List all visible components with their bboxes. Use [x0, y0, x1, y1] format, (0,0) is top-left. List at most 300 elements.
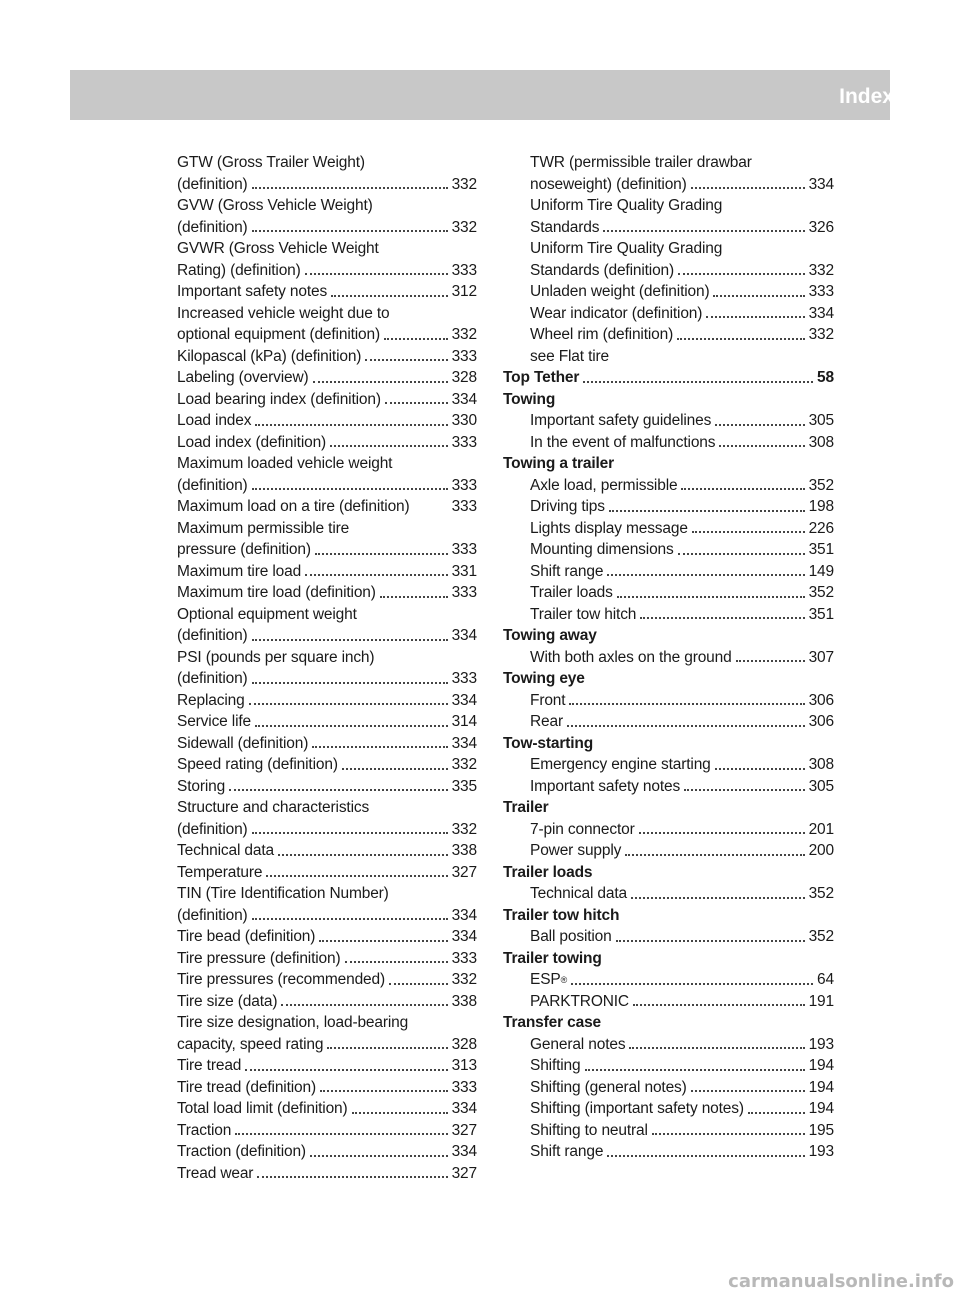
- page-reference[interactable]: 352: [808, 928, 834, 945]
- entry-text: (definition): [177, 627, 248, 644]
- entry-text: Optional equipment weight: [177, 605, 357, 623]
- index-entry: [503, 346, 834, 368]
- page-reference[interactable]: 333: [451, 670, 477, 687]
- entry-text: see Flat tire: [530, 347, 610, 365]
- page-reference[interactable]: 334: [808, 175, 834, 193]
- entry-text: (definition): [177, 175, 248, 193]
- page-reference[interactable]: 194: [808, 1100, 834, 1117]
- entry-text: Rating) (definition): [177, 261, 301, 279]
- entry-text: Tire tread: [177, 1057, 242, 1074]
- page-reference[interactable]: 351: [808, 541, 834, 558]
- page-reference[interactable]: 333: [451, 949, 477, 967]
- page-reference[interactable]: 226: [808, 519, 834, 537]
- page-reference[interactable]: 333: [451, 584, 477, 601]
- entry-text: Unladen weight (definition): [530, 283, 710, 300]
- page-reference[interactable]: 328: [451, 1035, 477, 1053]
- page-reference[interactable]: 308: [808, 433, 834, 451]
- index-entry: [503, 1055, 834, 1077]
- page-reference[interactable]: 194: [808, 1078, 834, 1096]
- page-reference[interactable]: 334: [451, 390, 477, 408]
- entry-text: (definition): [177, 218, 248, 236]
- page-reference[interactable]: 333: [451, 347, 477, 365]
- dot-leader: [715, 768, 805, 770]
- index-entry: [503, 281, 834, 303]
- page-reference[interactable]: 327: [451, 1121, 477, 1139]
- index-entry: [177, 840, 477, 862]
- dot-leader: [639, 832, 805, 834]
- entry-text: capacity, speed rating: [177, 1035, 324, 1053]
- dot-leader: [365, 359, 447, 361]
- dot-leader: [278, 854, 448, 856]
- page-reference[interactable]: 334: [451, 906, 477, 924]
- dot-leader: [678, 553, 805, 555]
- dot-leader: [569, 703, 804, 705]
- entry-text: Top Tether: [503, 369, 580, 386]
- entry-text: optional equipment (definition): [177, 326, 381, 343]
- entry-text: 7-pin connector: [530, 820, 635, 838]
- entry-text: Trailer loads: [530, 584, 613, 601]
- entry-text: Trailer: [503, 799, 549, 816]
- index-entry: [177, 324, 477, 346]
- index-entry: [177, 518, 477, 540]
- dot-leader: [252, 832, 448, 834]
- page-reference[interactable]: 352: [808, 476, 834, 494]
- dot-leader: [384, 338, 448, 340]
- entry-text: Shifting (general notes): [530, 1078, 687, 1096]
- entry-text: Uniform Tire Quality Grading: [530, 240, 723, 257]
- dot-leader: [252, 230, 448, 232]
- page-reference[interactable]: 193: [808, 1143, 834, 1160]
- index-entry: [177, 1163, 477, 1185]
- page-reference[interactable]: 326: [808, 218, 834, 236]
- index-entry: [503, 496, 834, 518]
- index-entry: [503, 840, 834, 862]
- dot-leader: [281, 1004, 447, 1006]
- dot-leader: [252, 639, 448, 641]
- index-entry: [177, 668, 477, 690]
- entry-text: Tire size (data): [177, 992, 278, 1010]
- index-entry: [503, 539, 834, 561]
- dot-leader: [684, 789, 805, 791]
- page-reference[interactable]: 338: [451, 992, 477, 1010]
- dot-leader: [736, 660, 805, 662]
- dot-leader: [616, 940, 805, 942]
- entry-text: Rear: [530, 713, 563, 730]
- dot-leader: [677, 338, 804, 340]
- index-entry: [177, 625, 477, 647]
- index-entry: [503, 152, 834, 174]
- page-reference[interactable]: 328: [451, 369, 477, 386]
- page-reference[interactable]: 332: [451, 326, 477, 343]
- page-reference[interactable]: 149: [808, 562, 834, 580]
- index-entry: [503, 647, 834, 669]
- page-reference[interactable]: 305: [808, 777, 834, 795]
- entry-text: Important safety notes: [530, 777, 681, 795]
- index-entry: [177, 539, 477, 561]
- page-reference[interactable]: 333: [451, 261, 477, 279]
- entry-text: Transfer case: [503, 1014, 602, 1031]
- entry-text: Maximum loaded vehicle weight: [177, 455, 393, 472]
- entry-text: Shifting to neutral: [530, 1121, 648, 1139]
- index-entry: [177, 1141, 477, 1163]
- page-reference[interactable]: 312: [451, 283, 477, 300]
- dot-leader: [607, 1155, 804, 1157]
- index-heading: [503, 453, 834, 475]
- entry-text: Load bearing index (definition): [177, 390, 381, 408]
- page-reference[interactable]: 332: [451, 756, 477, 773]
- dot-leader: [585, 1069, 805, 1071]
- index-entry: [503, 174, 834, 196]
- dot-leader: [245, 1069, 447, 1071]
- page-header-bar: [70, 70, 943, 120]
- entry-text: Traction: [177, 1121, 232, 1139]
- dot-leader: [719, 445, 804, 447]
- entry-text: TWR (permissible trailer drawbar: [530, 154, 752, 171]
- dot-leader: [352, 1112, 448, 1114]
- index-heading: [503, 367, 834, 389]
- index-heading: [503, 797, 834, 819]
- page-number: 17: [922, 87, 943, 107]
- page-reference[interactable]: 352: [808, 584, 834, 601]
- page-reference[interactable]: 334: [808, 304, 834, 322]
- dot-leader: [607, 574, 804, 576]
- entry-text: Axle load, permissible: [530, 476, 678, 494]
- entry-text: Temperature: [177, 863, 263, 881]
- dot-leader: [252, 918, 448, 920]
- page-reference[interactable]: 200: [808, 842, 834, 859]
- index-heading: [503, 862, 834, 884]
- index-entry: [503, 819, 834, 841]
- entry-text: Tow-starting: [503, 734, 594, 752]
- entry-text: ESP: [530, 971, 561, 988]
- entry-text: Load index: [177, 412, 252, 429]
- index-entry: [503, 604, 834, 626]
- index-entry: ESP ® 64: [503, 969, 834, 991]
- entry-text: (definition): [177, 670, 248, 687]
- dot-leader: [713, 295, 804, 297]
- page-reference[interactable]: 64: [817, 971, 834, 988]
- dot-leader: [252, 488, 448, 490]
- entry-text: Mounting dimensions: [530, 541, 674, 558]
- entry-text: Labeling (overview): [177, 369, 309, 386]
- page-reference[interactable]: 334: [451, 928, 477, 945]
- index-entry: [177, 432, 477, 454]
- entry-text: PSI (pounds per square inch): [177, 648, 375, 666]
- index-entry: [177, 367, 477, 389]
- page-reference[interactable]: 332: [451, 218, 477, 236]
- index-entry: [177, 862, 477, 884]
- entry-text: Front: [530, 691, 566, 709]
- index-entry: [177, 1055, 477, 1077]
- dot-leader: [255, 725, 448, 727]
- index-entry: [177, 346, 477, 368]
- index-entry: [177, 754, 477, 776]
- entry-text: Tire pressure (definition): [177, 949, 341, 967]
- entry-text: (definition): [177, 476, 248, 494]
- entry-text: Towing: [503, 390, 556, 408]
- dot-leader: [255, 424, 447, 426]
- dot-leader: [389, 983, 448, 985]
- dot-leader: [691, 1090, 805, 1092]
- index-entry: [177, 647, 477, 669]
- page-reference[interactable]: 330: [451, 412, 477, 429]
- page-reference[interactable]: 195: [808, 1121, 834, 1139]
- page-reference[interactable]: 201: [808, 820, 834, 838]
- dot-leader: [706, 316, 804, 318]
- dot-leader: [629, 1047, 804, 1049]
- dot-leader: [249, 703, 448, 705]
- page-reference[interactable]: 193: [808, 1035, 834, 1053]
- index-entry: [503, 1120, 834, 1142]
- entry-text: Wheel rim (definition): [530, 326, 674, 343]
- dot-leader: [327, 1047, 447, 1049]
- index-entry: [503, 690, 834, 712]
- dot-leader: [319, 940, 447, 942]
- entry-text: Trailer tow hitch: [503, 906, 620, 924]
- entry-text: Kilopascal (kPa) (definition): [177, 347, 362, 365]
- page-reference[interactable]: 327: [451, 1164, 477, 1182]
- page-reference[interactable]: 332: [808, 326, 834, 343]
- entry-text: Towing a trailer: [503, 455, 614, 472]
- index-entry: [177, 1098, 477, 1120]
- dot-leader: [609, 510, 805, 512]
- page-reference[interactable]: 333: [451, 1078, 477, 1096]
- dot-leader: [567, 725, 805, 727]
- entry-text: pressure (definition): [177, 541, 311, 558]
- index-entry: [177, 797, 477, 819]
- page-reference[interactable]: 327: [451, 863, 477, 881]
- page-reference[interactable]: 308: [808, 756, 834, 773]
- dot-leader: [640, 617, 804, 619]
- index-entry: [177, 604, 477, 626]
- page-reference[interactable]: 194: [808, 1057, 834, 1074]
- entry-text: With both axles on the ground: [530, 648, 732, 666]
- page-reference[interactable]: 352: [808, 885, 834, 902]
- index-entry: [177, 389, 477, 411]
- entry-text: Shifting (important safety notes): [530, 1100, 744, 1117]
- dot-leader: [631, 897, 805, 899]
- index-entry: [177, 711, 477, 733]
- index-entry: [177, 217, 477, 239]
- page-reference[interactable]: 306: [808, 713, 834, 730]
- entry-text: Lights display message: [530, 519, 688, 537]
- page-reference[interactable]: 333: [451, 476, 477, 494]
- index-entry: [177, 1077, 477, 1099]
- page-reference[interactable]: 332: [451, 971, 477, 988]
- entry-text: Technical data: [177, 842, 274, 859]
- dot-leader: [617, 596, 805, 598]
- entry-text: Maximum tire load (definition): [177, 584, 376, 601]
- dot-leader: [305, 574, 448, 576]
- page-reference[interactable]: 331: [451, 562, 477, 580]
- entry-text: GVWR (Gross Vehicle Weight: [177, 240, 379, 257]
- dot-leader: [571, 983, 813, 985]
- index-entry: [503, 1141, 834, 1163]
- watermark: carmanualsonline.info: [728, 1271, 954, 1292]
- entry-text: Storing: [177, 777, 226, 795]
- entry-text: Ball position: [530, 928, 612, 945]
- page-reference[interactable]: 332: [451, 820, 477, 838]
- entry-text: (definition): [177, 906, 248, 924]
- entry-text: Service life: [177, 713, 252, 730]
- index-heading: [503, 625, 834, 647]
- index-entry: [503, 195, 834, 217]
- index-entry: [503, 1077, 834, 1099]
- entry-text: Maximum permissible tire: [177, 519, 350, 537]
- index-entry: [177, 281, 477, 303]
- index-column-right: [503, 152, 834, 1163]
- dot-leader: [313, 381, 448, 383]
- index-entry: [177, 819, 477, 841]
- dot-leader: [266, 875, 447, 877]
- page-reference[interactable]: 334: [451, 691, 477, 709]
- entry-text: Replacing: [177, 691, 245, 709]
- entry-text: Emergency engine starting: [530, 756, 711, 773]
- index-entry: [177, 174, 477, 196]
- entry-text: (definition): [177, 820, 248, 838]
- entry-text: Technical data: [530, 885, 627, 902]
- page-reference[interactable]: 333: [451, 541, 477, 558]
- entry-text: Structure and characteristics: [177, 799, 370, 816]
- index-heading: [503, 1012, 834, 1034]
- page-reference[interactable]: 58: [817, 369, 834, 386]
- entry-text: Driving tips: [530, 498, 605, 515]
- page-reference[interactable]: 306: [808, 691, 834, 709]
- entry-text: Tire tread (definition): [177, 1078, 316, 1096]
- entry-text: Uniform Tire Quality Grading: [530, 197, 723, 214]
- index-entry: [503, 324, 834, 346]
- index-entry: [177, 776, 477, 798]
- dot-leader: [331, 295, 448, 297]
- index-entry: [177, 969, 477, 991]
- dot-leader: [257, 1176, 447, 1178]
- dot-leader: [583, 381, 813, 383]
- section-title: Index: [839, 85, 894, 108]
- entry-text: Trailer towing: [503, 949, 602, 967]
- page-reference[interactable]: 333: [451, 433, 477, 451]
- index-entry: [177, 991, 477, 1013]
- entry-text: GVW (Gross Vehicle Weight): [177, 197, 373, 214]
- dot-leader: [625, 854, 804, 856]
- page-reference[interactable]: 332: [451, 175, 477, 193]
- page-reference[interactable]: 332: [808, 261, 834, 279]
- entry-text: General notes: [530, 1035, 626, 1053]
- entry-text: Towing away: [503, 627, 597, 644]
- index-heading: [503, 668, 834, 690]
- entry-text: Speed rating (definition): [177, 756, 338, 773]
- index-column-left: [177, 152, 477, 1184]
- index-heading: [503, 389, 834, 411]
- dot-leader: [652, 1133, 805, 1135]
- index-entry: [177, 905, 477, 927]
- index-entry: [177, 948, 477, 970]
- index-entry: [177, 690, 477, 712]
- entry-text: Traction (definition): [177, 1143, 306, 1160]
- entry-text: Standards (definition): [530, 261, 675, 279]
- index-entry: [503, 776, 834, 798]
- index-entry: [177, 1120, 477, 1142]
- dot-leader: [229, 789, 448, 791]
- entry-text: noseweight) (definition): [530, 175, 687, 193]
- dot-leader: [380, 596, 448, 598]
- entry-text: PARKTRONIC: [530, 992, 629, 1010]
- page-reference[interactable]: 333: [451, 498, 477, 515]
- index-entry: [177, 238, 477, 260]
- entry-text: In the event of malfunctions: [530, 433, 716, 451]
- index-entry: [177, 561, 477, 583]
- dot-leader: [342, 768, 448, 770]
- dot-leader: [385, 402, 448, 404]
- dot-leader: [252, 187, 448, 189]
- entry-text: Load index (definition): [177, 433, 327, 451]
- index-entry: [503, 991, 834, 1013]
- index-entry: [503, 1034, 834, 1056]
- page-reference[interactable]: 307: [808, 648, 834, 666]
- entry-text: GTW (Gross Trailer Weight): [177, 154, 365, 171]
- page-reference[interactable]: 314: [451, 713, 477, 730]
- index-entry: [177, 926, 477, 948]
- page-reference[interactable]: 334: [451, 1100, 477, 1117]
- index-entry: [503, 754, 834, 776]
- index-heading: [503, 733, 834, 755]
- index-entry: [503, 475, 834, 497]
- dot-leader: [312, 746, 447, 748]
- index-entry: [503, 582, 834, 604]
- dot-leader: [252, 682, 448, 684]
- page-reference[interactable]: 351: [808, 605, 834, 623]
- page-reference[interactable]: 334: [451, 1143, 477, 1160]
- entry-text: Tire bead (definition): [177, 928, 316, 945]
- dot-leader: [235, 1133, 447, 1135]
- entry-text: Tread wear: [177, 1164, 254, 1182]
- page-reference[interactable]: 198: [808, 498, 834, 515]
- entry-text: TIN (Tire Identification Number): [177, 885, 389, 902]
- index-entry: [177, 733, 477, 755]
- page-reference[interactable]: 313: [451, 1057, 477, 1074]
- dot-leader: [603, 230, 804, 232]
- page-reference[interactable]: 335: [451, 777, 477, 795]
- entry-text: Important safety guidelines: [530, 412, 712, 429]
- page-reference[interactable]: 191: [808, 992, 834, 1010]
- entry-text: Total load limit (definition): [177, 1100, 348, 1117]
- entry-text: Shift range: [530, 1143, 604, 1160]
- entry-text: Shift range: [530, 562, 604, 580]
- index-entry: [177, 582, 477, 604]
- entry-text: Increased vehicle weight due to: [177, 304, 390, 322]
- entry-text: Trailer tow hitch: [530, 605, 637, 623]
- entry-text: Standards: [530, 218, 600, 236]
- entry-text: Tire size designation, load-bearing: [177, 1014, 409, 1031]
- index-entry: [177, 883, 477, 905]
- index-entry: [177, 496, 477, 518]
- index-entry: [177, 475, 477, 497]
- index-entry: [177, 453, 477, 475]
- page-reference[interactable]: 334: [451, 627, 477, 644]
- dot-leader: [345, 961, 448, 963]
- page-reference[interactable]: 334: [451, 734, 477, 752]
- index-entry: [177, 410, 477, 432]
- index-entry: [503, 518, 834, 540]
- page-reference[interactable]: 338: [451, 842, 477, 859]
- page-reference[interactable]: 333: [808, 283, 834, 300]
- page-reference[interactable]: 305: [808, 412, 834, 429]
- index-entry: [177, 152, 477, 174]
- entry-text: Maximum tire load: [177, 562, 302, 580]
- dot-leader: [691, 187, 805, 189]
- dot-leader: [310, 1155, 448, 1157]
- entry-text: Maximum load on a tire (definition): [177, 498, 410, 515]
- entry-text: Important safety notes: [177, 283, 328, 300]
